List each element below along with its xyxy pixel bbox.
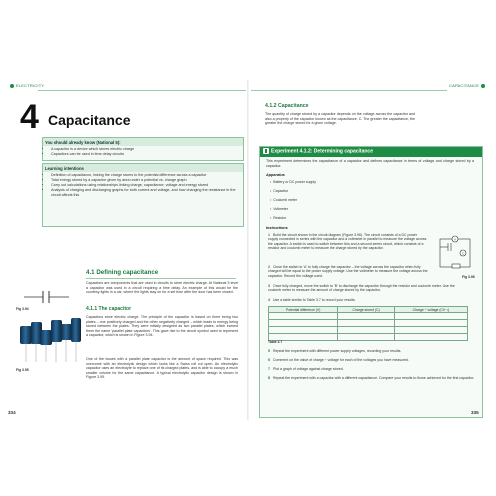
apparatus-item: • Voltmeter (270, 207, 288, 211)
running-head-left: ELECTRICITY (8, 83, 44, 88)
list-item: • Carry out calculations using relationships linking charge, capacitance, voltage and energy stored (51, 183, 241, 188)
results-table (268, 306, 468, 341)
figure-label-3-94: Fig 3.94 (16, 307, 29, 311)
list-item: • Definition of capacitance, linking the charge stores to the potential difference across a capacitor (51, 173, 241, 178)
circuit-diagram (436, 233, 476, 271)
learning-intentions-heading: Learning intentions (43, 164, 243, 172)
learning-intentions-box (42, 163, 244, 227)
svg-text:V: V (454, 237, 457, 242)
table-header-cell: Charge stored (C) (338, 307, 394, 313)
apparatus-heading: Apparatus (266, 173, 285, 177)
header-rule (251, 90, 447, 91)
experiment-icon (263, 148, 269, 154)
apparatus-item: • Coulomb meter (270, 198, 297, 202)
capacitor-symbol (24, 290, 69, 304)
already-know-heading: You should already know (National 5): (43, 138, 243, 146)
list-item: • A capacitor is a device which stores electric charge (51, 147, 241, 152)
running-head-right: CAPACITANCE (449, 83, 487, 88)
section-rule (86, 278, 236, 279)
instruction-step: 5 Repeat the experiment with different power supply voltages, recording your results. (268, 349, 402, 353)
list-item: • Total energy stored by a capacitor given by area under a potential vs. charge graph (51, 178, 241, 183)
instruction-step: 4 Use a table similar to Table 3.7 to record your results. (268, 298, 356, 302)
subsection-paragraph-2: One of the issues with a parallel plate capacitor is the amount of space required. This was overcome with an electrolytic design which looks like a Swiss roll cut open. An electrolytic capacitor uses an electrolyte to replace one of its charged plates, and is able to occupy a much smaller volume for the same capacitance. A typical electrolytic capacitor design is shown in Figure 3.95. (86, 357, 238, 380)
book-spread (6, 80, 490, 420)
section-dot-icon (10, 84, 14, 88)
chapter-title: Capacitance (48, 112, 131, 128)
right-page (249, 80, 490, 420)
section-dot-icon (481, 84, 485, 88)
instruction-step: 2 Close the switch to 'A' to fully charge the capacitor – the voltage across the capacitor when fully charged will be equal to the power supply voltage. Use the voltmeter to measure the voltage across the capacitor. Record the voltage used. (268, 265, 428, 278)
figure-label-3-96: Fig 3.96 (462, 275, 475, 279)
section-paragraph: Capacitors are components that are used in circuits to store electric charge. At National 5 level a capacitor was used in a circuit requiring a time delay. An example of this would be the courtesy lights in a car, where the lights stay on for a set time after the door has been closed. (86, 281, 238, 295)
already-know-box (42, 137, 244, 161)
subsection-heading-4-1-1: 4.1.1 The capacitor (86, 306, 132, 312)
section-paragraph: The quantity of charge stored by a capacitor depends on the voltage across the capacitor and also a property of the capacitor known as the capacitance, C. The greater the capacitance, the greater the charge stored for a given voltage. (265, 112, 415, 126)
apparatus-item: • Battery or DC power supply (270, 180, 316, 184)
table-label: Table 3.7 (268, 340, 283, 344)
list-item: • Analysis of charging and discharging graphs for both current and voltage, and how changing the resistance in the circuit affects this (51, 188, 241, 198)
subsection-paragraph-1: Capacitors store electric charge. The principle of the capacitor is based on there being two plates – one positively charged and the other negatively charged – which leads to energy being stored between the plates. They were initially designed as two parallel plates, which earned them the name 'parallel plate capacitors'. This gave rise to the circuit symbol used to represent a capacitor, which is shown in Figure 3.94. (86, 315, 238, 338)
experiment-box (259, 146, 483, 418)
table-row (269, 327, 468, 334)
chapter-number: 4 (20, 98, 39, 136)
instruction-step: 6 Comment on the value of charge ÷ voltage for each of the voltages you have measured. (268, 358, 409, 362)
list-item: • Capacitors can be used in time delay circuits (51, 152, 241, 157)
experiment-intro: This experiment determines the capacitance of a capacitor and defines capacitance in terms of voltage and charge stored by a capacitor. (266, 159, 474, 168)
instructions-heading: Instructions (266, 226, 288, 230)
instruction-step: 3 Once fully charged, move the switch to 'B' to discharge the capacitor through the resistor and coulomb meter. Use the coulomb meter to measure the amount of charge stored by the capacitor. (268, 284, 455, 293)
figure-label-3-95: Fig 3.95 (16, 368, 29, 372)
left-page (6, 80, 248, 420)
learning-intentions-list (43, 173, 243, 198)
capacitor-photo (18, 316, 82, 364)
instruction-step: 8 Repeat the experiment with a capacitor with a different capacitance. Compare your results to those achieved for the first capacitor. (268, 376, 475, 380)
table-row (269, 334, 468, 341)
instruction-step: 1 Build the circuit shown in the circuit diagram (Figure 3.96). The circuit consists of a DC power supply connected in series with the capacitor and a voltmeter in parallel to measure the voltage across the capacitor. A switch is used to switch between this and a second series circuit, which consists of a resistor and coulomb meter to measure the charge stored by the capacitor. (268, 233, 427, 251)
header-rule (38, 90, 246, 91)
page-number-left: 334 (8, 410, 16, 415)
apparatus-item: • Capacitor (270, 189, 288, 193)
table-row (269, 320, 468, 327)
svg-text:C: C (462, 251, 465, 256)
table-header-cell: Charge ÷ voltage (CV⁻¹) (394, 307, 467, 313)
section-heading-4-1: 4.1 Defining capacitance (86, 269, 159, 276)
table-row (269, 313, 468, 320)
already-know-list (43, 147, 243, 157)
page-number-right: 335 (471, 410, 479, 415)
table-header-cell: Potential difference (V) (269, 307, 338, 313)
apparatus-item: • Resistor (270, 216, 286, 220)
section-heading-4-1-2: 4.1.2 Capacitance (265, 103, 309, 109)
experiment-heading: Experiment 4.1.2: Determining capacitance (260, 147, 482, 157)
instruction-step: 7 Plot a graph of voltage against charge stored. (268, 367, 344, 371)
